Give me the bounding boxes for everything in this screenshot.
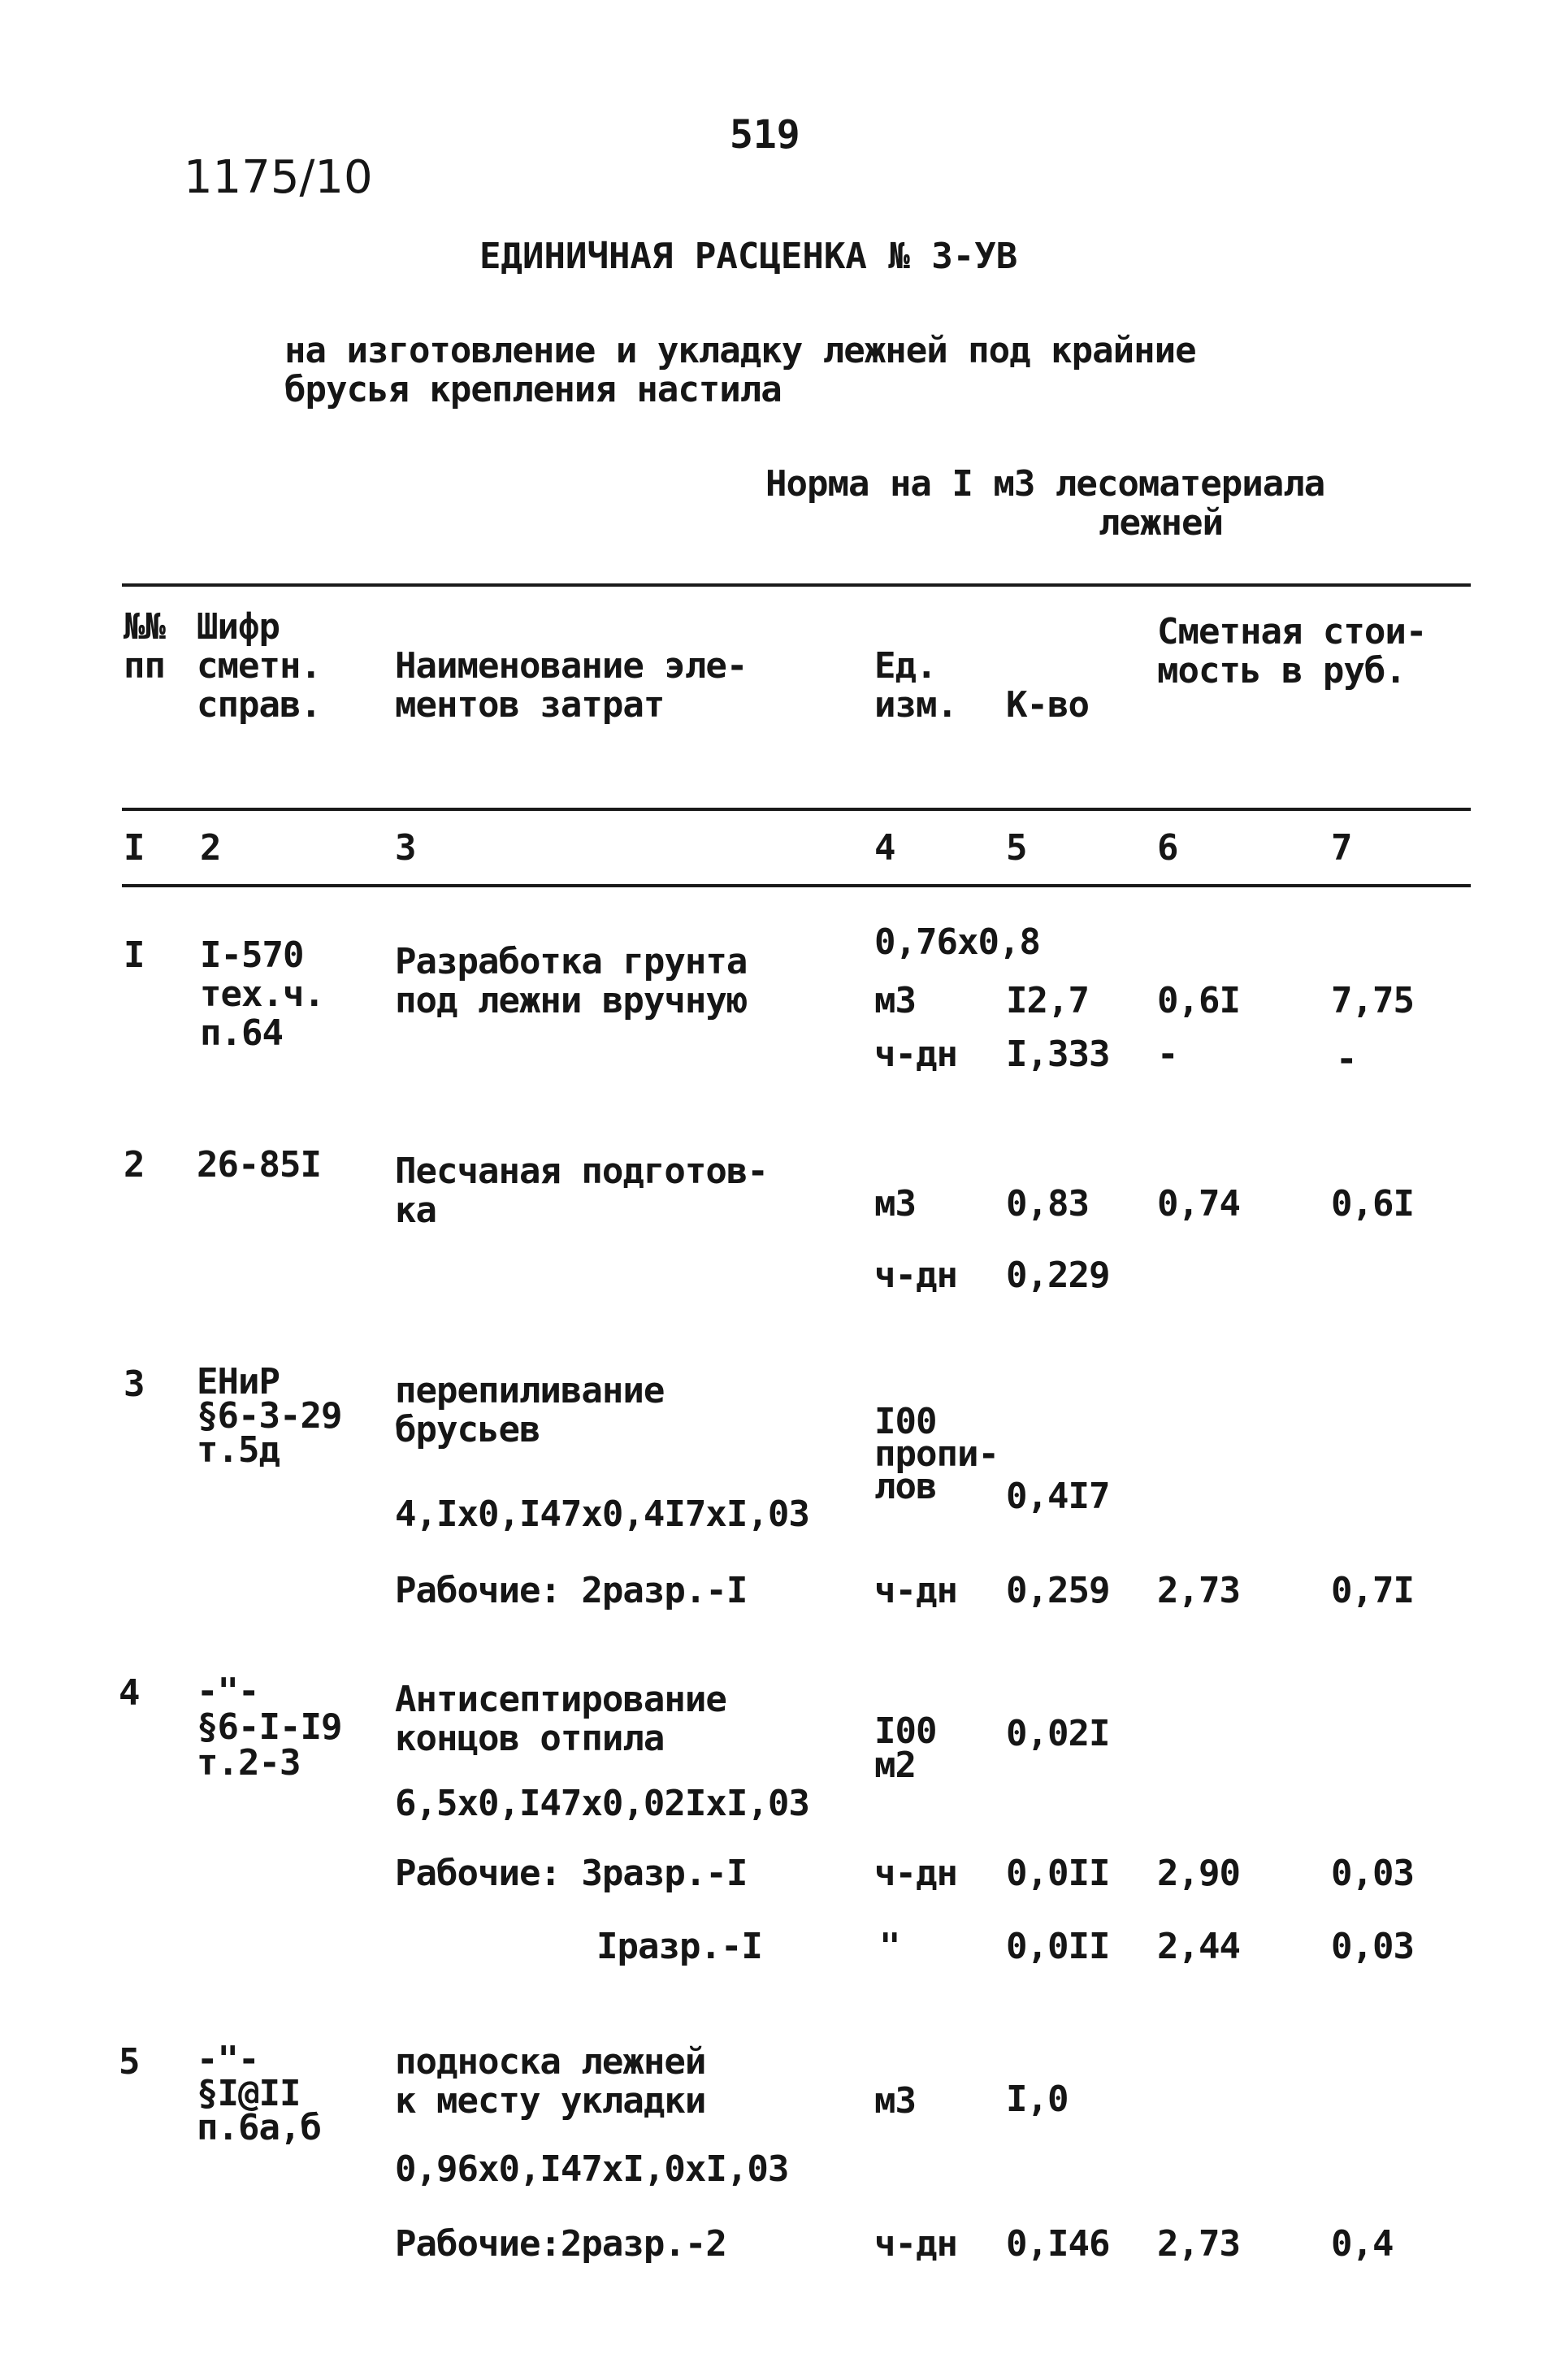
- subtitle-line-1: на изготовление и укладку лежней под крайние: [284, 330, 1196, 371]
- row4-unit1: I00 м2: [874, 1710, 937, 1786]
- row2-num: 2: [124, 1144, 145, 1186]
- row5-name: подноска лежней к месту укладки: [395, 2041, 706, 2122]
- row2-name: Песчаная подготов- ка: [395, 1151, 768, 1231]
- row4-total2: 0,03: [1331, 1853, 1414, 1894]
- col-header-qty: К-во: [1006, 684, 1089, 726]
- row3-name: перепиливание брусьев: [395, 1370, 665, 1450]
- row1-qty1: I2,7: [1006, 980, 1089, 1021]
- document-title: ЕДИНИЧНАЯ РАСЦЕНКА № 3-УВ: [479, 236, 1018, 277]
- row3-qty1: 0,4I7: [1006, 1476, 1110, 1517]
- row2-unit2: ч-дн: [874, 1255, 957, 1296]
- row1-qty2: I,333: [1006, 1034, 1110, 1075]
- row2-total1: 0,6I: [1331, 1183, 1414, 1225]
- row3-formula: 4,Iх0,I47х0,4I7хI,03: [395, 1493, 809, 1535]
- row5-code: -"- §I@II п.6а,б: [197, 2039, 321, 2148]
- row1-name: Разработка грунта под лежни вручную: [395, 941, 748, 1021]
- row4-formula: 6,5х0,I47х0,02IхI,03: [395, 1783, 809, 1824]
- row4-unit3: ": [879, 1926, 900, 1967]
- row1-unit2: ч-дн: [874, 1034, 957, 1075]
- row1-num: I: [124, 934, 145, 976]
- row5-num: 5: [119, 2041, 140, 2083]
- row1-cost2: -: [1157, 1034, 1178, 1075]
- row2-unit1: м3: [874, 1183, 916, 1225]
- col-number-4: 4: [874, 827, 895, 869]
- norm-line-1: Норма на I м3 лесоматериала: [765, 463, 1325, 505]
- row4-num: 4: [119, 1672, 140, 1714]
- row4-workers-1: Рабочие: 3разр.-I: [395, 1853, 748, 1894]
- row2-qty1: 0,83: [1006, 1183, 1089, 1225]
- col-number-3: 3: [395, 827, 416, 869]
- col-header-code: Шифр сметн. справ.: [197, 606, 321, 726]
- row4-qty1: 0,02I: [1006, 1713, 1110, 1754]
- row4-total3: 0,03: [1331, 1926, 1414, 1967]
- row3-qty2: 0,259: [1006, 1570, 1110, 1611]
- row1-unit1: м3: [874, 980, 916, 1021]
- subtitle-line-2: брусья крепления настила: [284, 369, 782, 410]
- row3-unit2: ч-дн: [874, 1570, 957, 1611]
- row1-total1: 7,75: [1331, 980, 1414, 1021]
- row4-cost2: 2,90: [1157, 1853, 1240, 1894]
- row5-qty2: 0,I46: [1006, 2223, 1110, 2265]
- row5-total2: 0,4: [1331, 2223, 1394, 2265]
- row4-code: -"- §6-I-I9 т.2-3: [197, 1671, 342, 1784]
- handwritten-number: 1175/10: [184, 151, 373, 204]
- row5-unit2: ч-дн: [874, 2223, 957, 2265]
- col-number-7: 7: [1331, 827, 1352, 869]
- row3-code: ЕНиР §6-3-29 т.5д: [197, 1361, 342, 1471]
- table-top-rule: [122, 583, 1471, 587]
- row4-name: Антисептирование концов отпила: [395, 1679, 726, 1759]
- row3-unit1: I00 пропи- лов: [874, 1401, 999, 1507]
- table-header-rule: [122, 808, 1471, 811]
- row5-qty1: I,0: [1006, 2079, 1069, 2120]
- row4-cost3: 2,44: [1157, 1926, 1240, 1967]
- col-number-2: 2: [200, 827, 221, 869]
- row1-code: I-570 тех.ч. п.64: [200, 934, 324, 1054]
- row4-qty2: 0,0II: [1006, 1853, 1110, 1894]
- row5-formula: 0,96х0,I47хI,0хI,03: [395, 2148, 789, 2190]
- col-header-num: №№ пп: [124, 606, 165, 687]
- col-number-6: 6: [1157, 827, 1178, 869]
- row3-cost2: 2,73: [1157, 1570, 1240, 1611]
- row2-code: 26-85I: [197, 1144, 321, 1186]
- row3-workers: Рабочие: 2разр.-I: [395, 1570, 748, 1611]
- page-number: 519: [730, 112, 800, 158]
- col-number-1: I: [124, 827, 145, 869]
- col-header-cost: Сметная стои- мость в руб.: [1157, 611, 1427, 691]
- row5-unit1: м3: [874, 2080, 916, 2122]
- row3-total2: 0,7I: [1331, 1570, 1414, 1611]
- row2-qty2: 0,229: [1006, 1255, 1110, 1296]
- col-header-name: Наименование эле- ментов затрат: [395, 645, 748, 726]
- row3-num: 3: [124, 1363, 145, 1405]
- row1-cost1: 0,6I: [1157, 980, 1240, 1021]
- table-columns-rule: [122, 884, 1471, 887]
- col-number-5: 5: [1006, 827, 1027, 869]
- col-header-unit: Ед. изм.: [874, 645, 957, 726]
- row4-unit2: ч-дн: [874, 1853, 957, 1894]
- row5-cost2: 2,73: [1157, 2223, 1240, 2265]
- row5-workers: Рабочие:2разр.-2: [395, 2223, 726, 2265]
- row4-workers-2: Iразр.-I: [596, 1926, 762, 1967]
- row1-total2: -: [1336, 1038, 1357, 1080]
- row2-cost1: 0,74: [1157, 1183, 1240, 1225]
- norm-line-2: лежней: [1099, 502, 1223, 544]
- row1-formula: 0,76х0,8: [874, 921, 1040, 963]
- row4-qty3: 0,0II: [1006, 1926, 1110, 1967]
